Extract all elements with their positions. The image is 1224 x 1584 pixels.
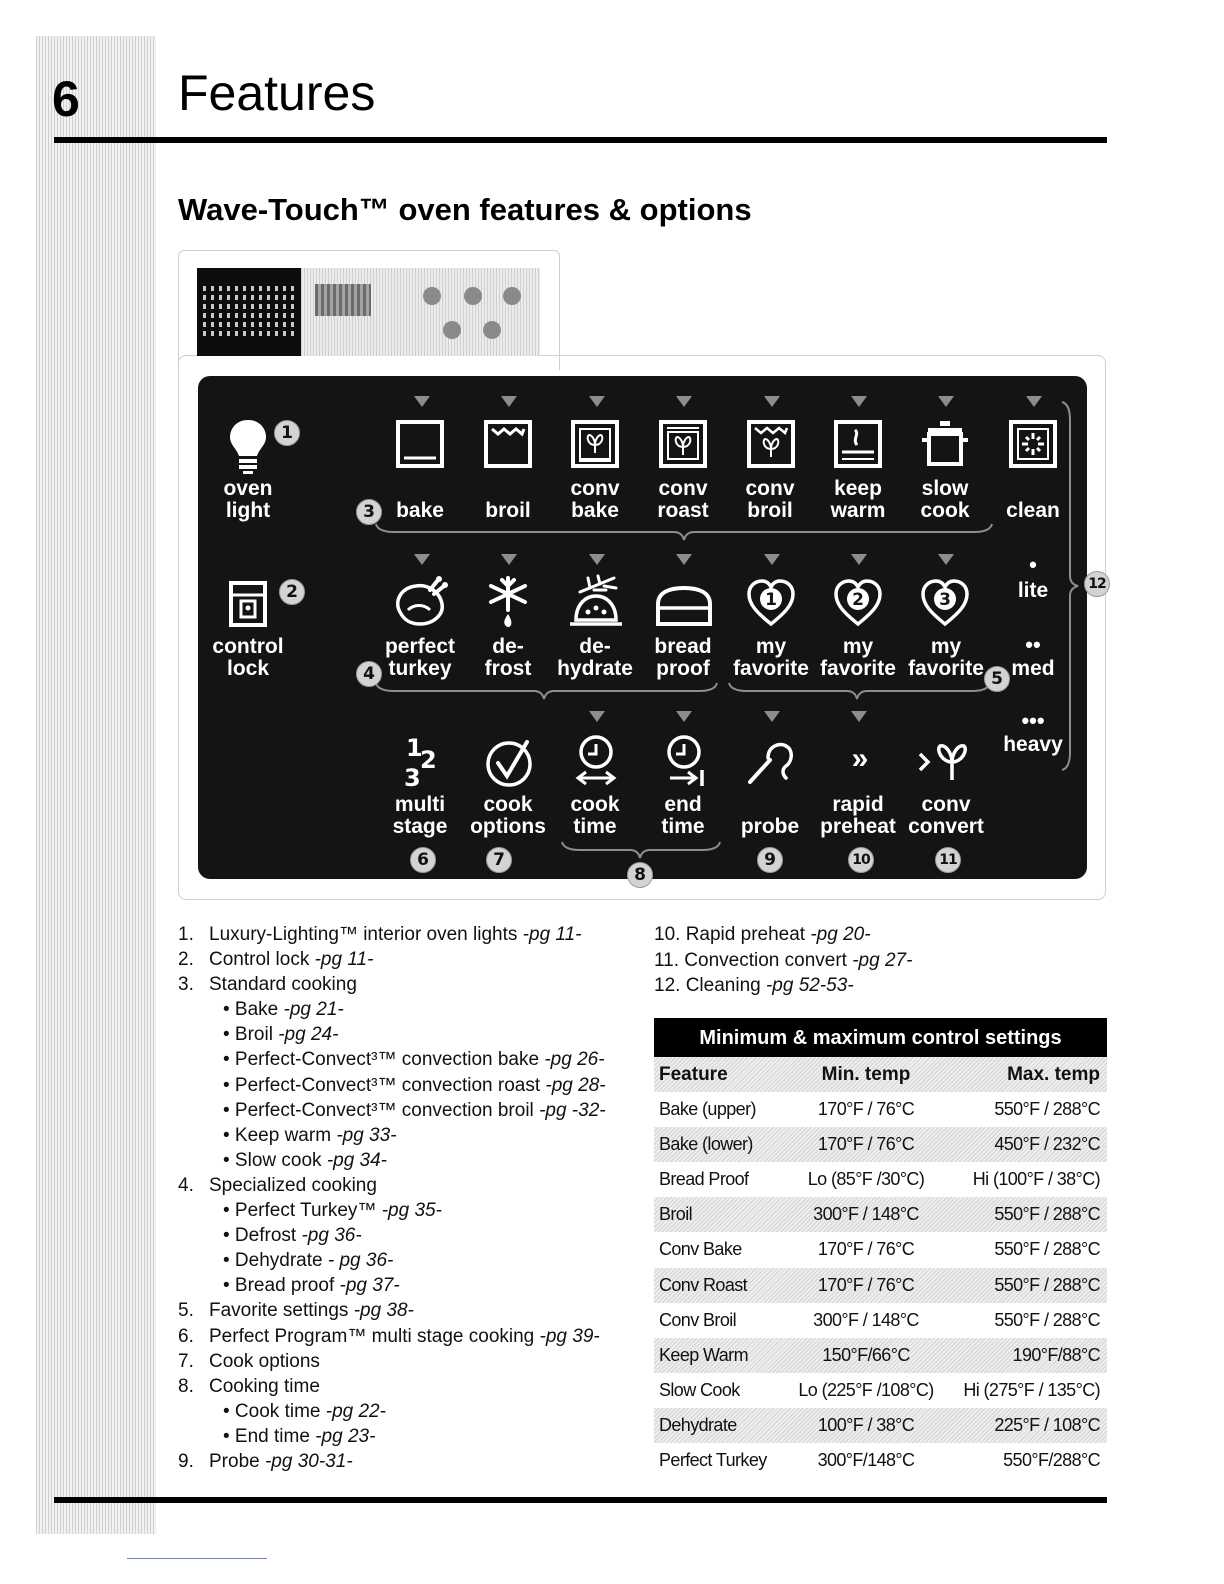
page-ref: -pg 11-	[314, 949, 374, 971]
table-cell: 450°F / 232°C	[994, 1134, 1100, 1155]
column-header: Min. temp	[821, 1064, 911, 1085]
item-text: • Bread proof	[223, 1275, 335, 1297]
table-row	[654, 1092, 1107, 1127]
item-text: • End time	[223, 1425, 310, 1447]
favorite-number: 2	[852, 590, 864, 610]
broil-button[interactable]	[466, 478, 550, 522]
item-text: • Perfect-Convect³™ convection roast	[223, 1074, 541, 1096]
cook-options-check-icon	[483, 736, 535, 788]
item-text: • Defrost	[223, 1225, 297, 1247]
multi-stage-icon	[396, 734, 444, 790]
table-cell: Lo (225°F /108°C)	[798, 1379, 934, 1400]
my-favorite-3-button[interactable]	[900, 636, 992, 680]
cleaning-brace	[1060, 400, 1084, 772]
table-cell: 550°F / 288°C	[994, 1099, 1100, 1120]
label-line: rapid	[832, 793, 884, 816]
mini-knob	[483, 321, 501, 339]
list-item	[654, 973, 912, 999]
mini-knob	[443, 321, 461, 339]
list-subitem	[178, 1248, 606, 1273]
cook-time-clock-icon	[570, 734, 622, 788]
probe-button[interactable]	[728, 794, 812, 838]
control-lock-icon	[228, 580, 268, 628]
page-ref: -pg 27-	[852, 949, 913, 971]
column-header: Feature	[659, 1064, 728, 1085]
table-cell: Conv Broil	[659, 1309, 737, 1330]
callout-1: 1	[274, 420, 300, 446]
list-subitem	[178, 1399, 606, 1424]
label-line: de-	[492, 635, 524, 658]
end-time-button[interactable]	[641, 794, 725, 838]
clean-icon	[1008, 419, 1058, 469]
table-cell: Bread Proof	[659, 1169, 749, 1190]
conv-broil-icon	[746, 419, 796, 469]
list-item	[178, 1449, 606, 1474]
conv-broil-button[interactable]	[728, 478, 812, 522]
page-ref: -pg 24-	[278, 1024, 339, 1046]
table-row	[654, 1127, 1107, 1162]
conv-convert-fan-icon	[918, 738, 976, 786]
label-line: keep	[834, 477, 882, 500]
table-header-row	[654, 1057, 1107, 1092]
table-row	[654, 1338, 1107, 1373]
features-list	[178, 922, 606, 1474]
page-ref: -pg -32-	[539, 1099, 606, 1121]
pointer-arrow	[676, 711, 692, 722]
table-cell: 550°F/288°C	[1003, 1450, 1100, 1471]
page-ref: -pg 22-	[325, 1400, 386, 1422]
list-subitem	[178, 1273, 606, 1298]
mini-panel-keys	[197, 268, 301, 356]
item-text: • Bake	[223, 999, 279, 1021]
label-line: broil	[485, 499, 531, 522]
label-line: hydrate	[557, 657, 633, 680]
page-ref: -pg 38-	[353, 1300, 414, 1322]
callout-8: 8	[627, 862, 653, 888]
clean-level-lite: lite	[1017, 579, 1049, 602]
page-ref: -pg 36-	[301, 1225, 362, 1247]
item-text: Control lock	[209, 949, 310, 971]
list-subitem	[178, 997, 606, 1022]
mini-knob	[423, 287, 441, 305]
slow-cook-pot-icon	[920, 419, 970, 469]
label-line: end	[664, 793, 702, 816]
pointer-arrow	[589, 554, 605, 565]
table-cell: Slow Cook	[659, 1379, 740, 1400]
table-cell: 150°F/66°C	[822, 1344, 910, 1365]
label-line: stage	[392, 815, 448, 838]
callout-3: 3	[356, 499, 382, 525]
page-title: Features	[178, 65, 376, 121]
table-row	[654, 1443, 1107, 1478]
dehydrate-button[interactable]	[551, 636, 639, 680]
conv-convert-button[interactable]	[900, 794, 992, 838]
perfect-turkey-button[interactable]	[378, 636, 462, 680]
page-number: 6	[52, 71, 80, 127]
label-line: proof	[656, 657, 710, 680]
control-panel	[198, 376, 1106, 885]
mini-knob	[464, 287, 482, 305]
table-cell: 170°F / 76°C	[817, 1099, 915, 1120]
label-line: perfect	[384, 635, 456, 658]
table-cell: Bake (lower)	[659, 1134, 753, 1155]
item-number: 1.	[178, 924, 194, 945]
label-line: favorite	[820, 657, 896, 680]
control-settings-table	[654, 1018, 1107, 1478]
item-number: 11.	[654, 949, 680, 971]
light-bulb-icon	[226, 418, 270, 476]
label-line: my	[842, 635, 874, 658]
item-number: 9.	[178, 1450, 194, 1472]
conv-roast-icon	[658, 419, 708, 469]
table-title: Minimum & maximum control settings	[654, 1018, 1107, 1057]
table-cell: 170°F / 76°C	[817, 1239, 915, 1260]
pointer-arrow	[501, 396, 517, 407]
favorite-heart-icon	[746, 578, 796, 628]
label-line: warm	[830, 499, 886, 522]
conv-roast-button[interactable]	[641, 478, 725, 522]
keep-warm-button[interactable]	[816, 478, 900, 522]
clean-level-heavy: heavy	[1003, 733, 1063, 756]
callout-7: 7	[486, 847, 512, 873]
favorite-heart-icon	[920, 578, 970, 628]
favorite-number: 3	[939, 590, 951, 610]
list-item	[178, 1349, 606, 1374]
broil-icon	[483, 419, 533, 469]
list-subitem	[178, 1047, 606, 1072]
item-text: Standard cooking	[209, 974, 357, 996]
page-ref: -pg 34-	[326, 1149, 388, 1171]
label-line: time	[573, 815, 617, 838]
item-text: Cleaning	[685, 975, 761, 996]
list-item	[654, 948, 912, 974]
bread-proof-button[interactable]	[641, 636, 725, 680]
page-ref: -pg 23-	[315, 1425, 376, 1447]
footer-link-underline	[127, 1558, 267, 1559]
pointer-arrow	[676, 396, 692, 407]
table-cell: Keep Warm	[659, 1344, 748, 1365]
probe-icon	[746, 738, 798, 786]
page-ref: - pg 36-	[327, 1250, 394, 1272]
table-cell: Hi (100°F / 38°C)	[972, 1169, 1100, 1190]
table-cell: 550°F / 288°C	[994, 1239, 1100, 1260]
page-ref: -pg 30-31-	[264, 1450, 353, 1472]
list-item	[178, 1324, 606, 1349]
table-row	[654, 1373, 1107, 1408]
item-text: • Perfect-Convect³™ convection bake	[223, 1049, 540, 1071]
specialized-cooking-brace	[374, 681, 719, 701]
table-cell: 550°F / 288°C	[994, 1204, 1100, 1225]
table-cell: 300°F / 148°C	[813, 1309, 919, 1330]
page-ref: -pg 20-	[810, 924, 871, 945]
page-ref: -pg 21-	[283, 999, 344, 1021]
item-text: • Slow cook	[223, 1149, 322, 1171]
rapid-preheat-button[interactable]	[812, 794, 904, 838]
cook-options-button[interactable]	[463, 794, 553, 838]
pointer-arrow	[414, 396, 430, 407]
multi-stage-button[interactable]	[378, 794, 462, 838]
table-cell: 170°F / 76°C	[817, 1274, 915, 1295]
item-text: • Perfect Turkey™	[223, 1200, 377, 1222]
my-favorite-2-button[interactable]	[812, 636, 904, 680]
label-line: conv	[745, 477, 795, 500]
standard-cooking-brace	[374, 522, 994, 542]
side-strip	[36, 36, 156, 1534]
mini-knob	[503, 287, 521, 305]
list-subitem	[178, 1198, 606, 1223]
item-text: • Perfect-Convect³™ convection broil	[223, 1099, 534, 1121]
pointer-arrow	[851, 396, 867, 407]
callout-11: 11	[935, 847, 961, 873]
pointer-arrow	[851, 711, 867, 722]
page-ref: -pg 37-	[339, 1275, 400, 1297]
label-line: light	[225, 499, 271, 522]
item-text: • Dehydrate	[223, 1250, 323, 1272]
item-text: Cook options	[209, 1350, 320, 1372]
mini-display	[315, 284, 371, 316]
label-line: time	[661, 815, 705, 838]
callout-2: 2	[279, 579, 305, 605]
item-number: 12.	[654, 975, 681, 996]
pointer-arrow	[851, 554, 867, 565]
features-list-continued	[654, 922, 912, 999]
label-line: my	[755, 635, 787, 658]
item-number: 6.	[178, 1325, 194, 1347]
list-subitem	[178, 1022, 606, 1047]
table-row	[654, 1197, 1107, 1232]
list-item	[178, 972, 606, 997]
bottom-rule	[54, 1497, 1107, 1503]
item-text: Favorite settings	[209, 1300, 349, 1322]
item-text: Convection convert	[684, 949, 847, 971]
label-line: frost	[484, 657, 532, 680]
favorite-number: 1	[765, 590, 777, 610]
pointer-arrow	[764, 711, 780, 722]
item-text: Specialized cooking	[209, 1174, 377, 1196]
callout-10: 10	[848, 847, 874, 873]
label-line: bake	[571, 499, 619, 522]
label-line: bread	[654, 635, 712, 658]
item-number: 7.	[178, 1350, 194, 1372]
table-cell: Conv Bake	[659, 1239, 742, 1260]
table-cell: 170°F / 76°C	[817, 1134, 915, 1155]
clean-level-med-dots: ••	[1025, 632, 1041, 657]
callout-5: 5	[984, 666, 1010, 692]
pointer-arrow	[938, 554, 954, 565]
callout-4: 4	[356, 661, 382, 687]
page-ref: -pg 26-	[544, 1049, 605, 1071]
table-row	[654, 1232, 1107, 1267]
item-number: 2.	[178, 949, 194, 971]
table-cell: 300°F/148°C	[817, 1450, 915, 1471]
label-line: slow	[921, 477, 969, 500]
end-time-clock-icon	[658, 734, 710, 788]
label-line: cook	[483, 793, 533, 816]
favorite-settings-brace	[727, 681, 992, 701]
table-cell: 190°F/88°C	[1012, 1344, 1100, 1365]
item-number: 10.	[654, 924, 681, 945]
turkey-icon	[390, 574, 450, 632]
pointer-arrow	[938, 396, 954, 407]
label-line: favorite	[733, 657, 809, 680]
label-line: conv	[921, 793, 971, 816]
item-number: 8.	[178, 1375, 194, 1397]
control-lock-button[interactable]	[202, 636, 294, 680]
bake-icon	[395, 419, 445, 469]
table-row	[654, 1268, 1107, 1303]
list-subitem	[178, 1123, 606, 1148]
oven-light-button[interactable]	[202, 478, 294, 522]
table-cell: Dehydrate	[659, 1414, 737, 1435]
column-header: Max. temp	[1007, 1064, 1100, 1085]
control-panel-overview	[197, 268, 540, 356]
list-subitem	[178, 1073, 606, 1098]
label-line: my	[930, 635, 962, 658]
item-number: 4.	[178, 1174, 194, 1196]
my-favorite-1-button[interactable]	[725, 636, 817, 680]
item-text: • Broil	[223, 1024, 273, 1046]
list-item	[178, 922, 606, 947]
label-line: cook	[570, 793, 620, 816]
item-text: Probe	[209, 1450, 260, 1472]
item-text: Perfect Program™ multi stage cooking	[209, 1325, 535, 1347]
list-item	[654, 922, 912, 948]
label-line: lock	[226, 657, 270, 680]
label-line: multi	[394, 793, 446, 816]
multi-stage-digit: 2	[420, 746, 437, 774]
page-ref: -pg 52-53-	[765, 975, 854, 996]
list-subitem	[178, 1098, 606, 1123]
cooking-time-brace	[560, 840, 722, 860]
table-cell: Hi (275°F / 135°C)	[963, 1379, 1100, 1400]
pointer-arrow	[676, 554, 692, 565]
section-title: Wave-Touch™ oven features & options	[178, 192, 752, 227]
item-text: Luxury-Lighting™ interior oven lights	[209, 924, 518, 945]
label-line: conv	[570, 477, 620, 500]
conv-bake-button[interactable]	[553, 478, 637, 522]
label-line: bake	[396, 499, 444, 522]
label-line: broil	[747, 499, 793, 522]
bake-button[interactable]	[378, 478, 462, 522]
defrost-button[interactable]	[466, 636, 550, 680]
favorite-heart-icon	[833, 578, 883, 628]
keep-warm-icon	[833, 419, 883, 469]
item-text: • Keep warm	[223, 1124, 332, 1146]
slow-cook-button[interactable]	[903, 478, 987, 522]
table-cell: 100°F / 38°C	[817, 1414, 915, 1435]
label-line: probe	[740, 815, 800, 838]
label-line: oven	[223, 477, 273, 500]
label-line: roast	[657, 499, 709, 522]
clean-level-heavy-dots: •••	[1021, 708, 1045, 733]
bread-proof-icon	[652, 584, 716, 628]
label-line: de-	[579, 635, 611, 658]
multi-stage-digit: 3	[404, 764, 421, 790]
clean-level-med: med	[1011, 657, 1055, 680]
table-cell: Bake (upper)	[659, 1099, 756, 1120]
conv-bake-icon	[570, 419, 620, 469]
label-line	[378, 478, 462, 500]
pointer-arrow	[764, 396, 780, 407]
list-subitem	[178, 1148, 606, 1173]
label-line: cook	[920, 499, 970, 522]
item-text: • Cook time	[223, 1400, 321, 1422]
multi-stage-digit: 1	[406, 734, 423, 762]
item-text: Cooking time	[209, 1375, 320, 1397]
table-cell: Perfect Turkey	[659, 1450, 767, 1471]
top-rule	[54, 137, 1107, 143]
table-cell: 550°F / 288°C	[994, 1274, 1100, 1295]
table-cell: 300°F / 148°C	[813, 1204, 919, 1225]
cook-time-button[interactable]	[553, 794, 637, 838]
table-row	[654, 1162, 1107, 1197]
list-item	[178, 1374, 606, 1399]
defrost-snowflake-icon	[483, 574, 533, 630]
table-cell: 550°F / 288°C	[994, 1309, 1100, 1330]
table-cell: Broil	[659, 1204, 693, 1225]
table-cell: 225°F / 108°C	[994, 1414, 1100, 1435]
table-cell: Lo (85°F /30°C)	[807, 1169, 925, 1190]
label-line: control	[212, 635, 284, 658]
rapid-preheat-icon: »	[851, 742, 869, 775]
pointer-arrow	[1026, 396, 1042, 407]
list-item	[178, 1298, 606, 1323]
table-row	[654, 1303, 1107, 1338]
page-ref: -pg 39-	[539, 1325, 600, 1347]
callout-12: 12	[1084, 571, 1110, 597]
callout-9: 9	[757, 847, 783, 873]
item-number: 3.	[178, 974, 194, 996]
label-line: clean	[1006, 499, 1060, 522]
page-ref: -pg 35-	[381, 1200, 442, 1222]
page-ref: -pg 28-	[545, 1074, 606, 1096]
dehydrate-icon	[566, 574, 626, 632]
page-ref: -pg 33-	[336, 1124, 397, 1146]
table-cell: Conv Roast	[659, 1274, 748, 1295]
list-item	[178, 1173, 606, 1198]
pointer-arrow	[764, 554, 780, 565]
label-line: convert	[908, 815, 984, 838]
pointer-arrow	[414, 554, 430, 565]
item-text: Rapid preheat	[685, 924, 806, 945]
label-line: options	[470, 815, 546, 838]
pointer-arrow	[589, 396, 605, 407]
pointer-arrow	[501, 554, 517, 565]
label-line: preheat	[820, 815, 896, 838]
page-ref: -pg 11-	[522, 924, 582, 945]
callout-6: 6	[410, 847, 436, 873]
list-item	[178, 947, 606, 972]
mini-key-glyphs	[203, 286, 295, 336]
label-line	[466, 478, 550, 500]
list-subitem	[178, 1223, 606, 1248]
label-line: turkey	[388, 657, 452, 680]
item-number: 5.	[178, 1300, 194, 1322]
clean-level-lite-dot: •	[1029, 552, 1037, 577]
table-row	[654, 1408, 1107, 1443]
label-line: favorite	[908, 657, 984, 680]
list-subitem	[178, 1424, 606, 1449]
pointer-arrow	[589, 711, 605, 722]
label-line	[728, 794, 812, 816]
label-line: conv	[658, 477, 708, 500]
